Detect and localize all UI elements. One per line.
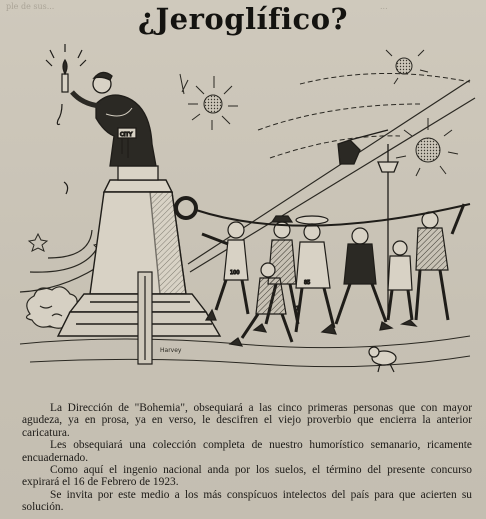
contest-text	[22, 402, 472, 514]
figure	[202, 222, 248, 320]
box-label: CITY	[120, 132, 133, 138]
burst-top-right	[386, 50, 428, 84]
shirt-number-3: 1	[296, 306, 300, 312]
candle-icon	[46, 44, 86, 194]
shirt-number-1: 100	[230, 270, 240, 276]
wooden-post	[138, 272, 152, 364]
paragraph: Les obsequiará una colección completa de nuestro humorístico semanario, ricamente encuadernado.	[22, 439, 472, 464]
figure	[296, 216, 334, 332]
page-title: ¿Jeroglífico?	[137, 2, 349, 36]
shirt-number-2: 85	[304, 280, 311, 286]
bleed-through-text-left: ple de sus...	[6, 2, 55, 11]
paragraph: Como aquí el ingenio nacional anda por los suelos, el término del presente concurso expirará el 16 de Febrero de 1923.	[22, 464, 472, 489]
artist-signature: Harvey	[160, 347, 182, 354]
figure	[388, 241, 412, 320]
dog	[369, 347, 396, 372]
paragraph: La Dirección de "Bohemia", obsequiará a las cinco primeras personas que con mayor agudeza, ya en prosa, ya en verso, le descifren el viejo proverbio que encierra la anterior caricatura.	[22, 402, 472, 439]
sparkle-stars	[29, 234, 106, 252]
cartoon-illustration	[0, 44, 486, 394]
priest-statue	[72, 72, 158, 180]
paragraph: Se invita por este medio a los más conspícuos intelectos del país para que acierten su solución.	[22, 488, 472, 514]
burst-left	[180, 74, 238, 130]
iron-ring	[176, 198, 196, 218]
bleed-through-text-right: ...	[380, 2, 388, 11]
